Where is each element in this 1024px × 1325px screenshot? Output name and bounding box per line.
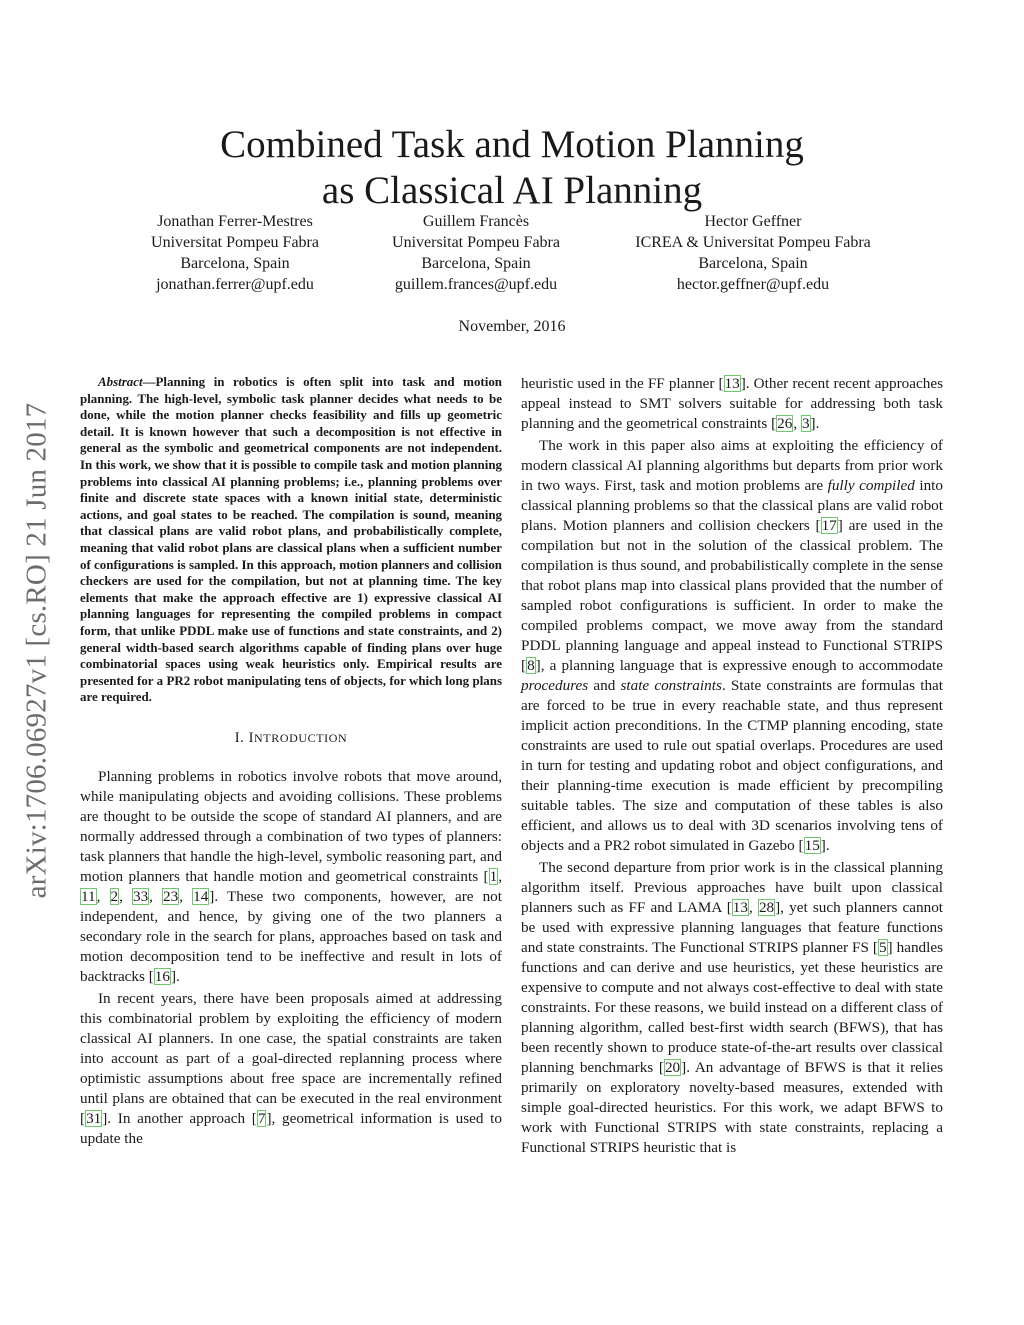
author-name: Jonathan Ferrer-Mestres: [157, 213, 313, 230]
author-block-3: [603, 211, 903, 295]
emphasis-text: procedures: [521, 677, 589, 694]
citation-link[interactable]: 13: [724, 375, 740, 392]
citation-link[interactable]: 14: [193, 887, 209, 905]
paragraph-text: Planning problems in robotics involve robots that move around, while manipulating objects and avoiding collisions. These problems are thought to be outside the scope of standard AI planners, and are normally addressed through a combination of two types of planners: task planners that handle the high-level, symbolic reasoning part, and motion planners that handle motion and geometrical constraints [: [80, 767, 502, 885]
paragraph-text: ].: [820, 837, 830, 854]
citation-link[interactable]: 7: [257, 1109, 266, 1127]
paragraph-text: The work in this paper also aims at exploiting the efficiency of modern classical AI planning algorithms but departs from prior work in two ways. First, task and motion problems are: [521, 437, 943, 494]
author-affiliation: Universitat Pompeu Fabra: [392, 234, 560, 251]
paragraph-text: . State constraints are formulas that are forced to be true in every reachable state, and thus represent implicit action preconditions. In the CTMP planning encoding, state constraints are used to rule out spatial overlaps. Procedures are used in turn for testing and updating robot and object configurations, and their planning-time execution is made efficient by precompiling suitable tables. The size and computation of these tables is also efficient, and allows us to deal with 3D scenarios involving tens of objects and a PR2 robot simulated in Gazebo [: [521, 677, 943, 854]
intro-paragraph-2: [80, 989, 502, 1149]
paragraph-text: ], yet such planners cannot be used with expressive planning languages that feature functions and state constraints. The Functional STRIPS planner FS [: [521, 899, 944, 956]
paper-date: November, 2016: [458, 318, 566, 335]
citation-link[interactable]: 2: [110, 887, 119, 905]
paper-title-line-1: Combined Task and Motion Planning: [220, 123, 804, 167]
citation-link[interactable]: 5: [878, 939, 887, 956]
citation-link[interactable]: 1: [489, 867, 498, 885]
paragraph-text: ], geometrical information is used to update the: [80, 1109, 502, 1147]
section-number: I.: [234, 729, 245, 746]
paragraph-text: ]. In another approach [: [102, 1109, 257, 1127]
author-email[interactable]: guillem.frances@upf.edu: [394, 276, 558, 293]
citation-link[interactable]: 26: [777, 415, 793, 432]
citation-link[interactable]: 3: [801, 415, 810, 432]
emphasis-text: state constraints: [620, 677, 722, 694]
right-column: [521, 374, 943, 1160]
author-location: Barcelona, Spain: [421, 255, 531, 272]
paragraph-text: ] handles functions and can derive and use heuristics, yet these heuristics are expensive to compute and not always cost-effective to deal with state constraints. For these reasons, we build instead on a different class of planning algorithm, called best-first width search (BFWS), that has been recently shown to produce state-of-the-art results over classical planning benchmarks [: [521, 939, 943, 1076]
citation-link[interactable]: 17: [821, 517, 837, 534]
section-title-initial: I: [248, 729, 255, 746]
paragraph-text: ] are used in the compilation but not in the solution of the classical problem. The compilation is thus sound, and probabilistically complete in the sense that robot plans map into classical plans provided that the number of sampled robot configurations is sufficient. In order to make the compiled problems compact, we move away from the standard PDDL planning language and appeal instead to Functional STRIPS [: [521, 517, 943, 674]
author-name: Guillem Francès: [422, 213, 530, 230]
intro-paragraph-1: Planning problems in robotics involve robots that move around, while manipulating objects and avoiding collisions. These problems are thought to be outside the scope of standard AI planners, and are normally addressed through a combination of two types of planners: task planners that handle the high-level, symbolic reasoning part, and motion planners that handle motion and geometrical constraints [1, 11, 2, 33, 23, 14]. These two components, however, are not independent, and hence, by giving one of the two planners a secondary role in the search for plans, approaches based on task and motion decomposition tend to be ineffective and result in lots of backtracks [16].: [80, 767, 502, 985]
right-paragraph-1: [521, 436, 943, 856]
abstract-text: —Planning in robotics is often split into task and motion planning. The high-level, symbolic task planner decides what needs to be done, while the motion planner checks feasibility and fills up geometric detail. It is known however that such a decomposition is not effective in general as the symbolic and geometrical components are not independent. In this work, we show that it is possible to compile task and motion planning problems into classical AI planning problems; i.e., planning problems over finite and discrete state spaces with a known initial state, deterministic actions, and goal states to be reached. The compilation is sound, meaning that classical plans are valid robot plans, and probabilistically complete, meaning that valid robot plans are classical plans when a sufficient number of configurations is sampled. In this approach, motion planners and collision checkers are used for the compilation, but not at planning time. The key elements that make the approach effective are 1) expressive classical AI planning languages for representing the compiled problems in compact form, that unlike PDDL make use of functions and state constraints, and 2) general width-based search algorithms capable of finding plans over huge combinatorial spaces using weak heuristics only. Empirical results are presented for a PR2 robot manipulating tens of objects, for which long plans are required.: [80, 374, 502, 705]
right-paragraph-2: The second departure from prior work is in the classical planning algorithm itself. Previous approaches have built upon classical planners such as FF and LAMA [13, 28], yet such planners cannot be used with expressive planning languages that feature functions and state constraints. The Functional STRIPS planner FS [5] handles functions and can derive and use heuristics, yet these heuristics are expensive to compute and not always cost-effective to deal with state constraints. For these reasons, we build instead on a different class of planning algorithm, called best-first width search (BFWS), that has been recently shown to produce state-of-the-art results over classical planning benchmarks [20]. An advantage of BFWS is that it relies primarily on exploratory novelty-based measures, extended with simple goal-directed heuristics. For this work, we adapt BFWS to work with Functional STRIPS with state constraints, replacing a Functional STRIPS heuristic that is: [521, 859, 944, 1156]
citation-link[interactable]: 13: [732, 899, 748, 916]
abstract: [80, 374, 502, 706]
left-column: [80, 374, 502, 1151]
author-name: Hector Geffner: [704, 213, 802, 230]
section-title-rest: NTRODUCTION: [254, 730, 348, 745]
author-block-2: [326, 211, 626, 295]
paragraph-text: and: [588, 677, 621, 694]
citation-link[interactable]: 16: [154, 967, 170, 985]
citation-link[interactable]: 31: [86, 1109, 102, 1127]
paragraph-text: In recent years, there have been proposals aimed at addressing this combinatorial problem by exploiting the efficiency of modern classical AI planners. In one case, the spatial constraints are taken into account as part of a goal-directed replanning process where optimistic assumptions about free space are incrementally refined until plans are obtained that can be executed in the real environment [: [80, 989, 502, 1127]
author-email[interactable]: hector.geffner@upf.edu: [676, 276, 830, 293]
abstract-label: Abstract: [98, 374, 143, 389]
citation-link[interactable]: 8: [527, 657, 535, 674]
arxiv-stamp: [16, 355, 58, 945]
citation-link[interactable]: 20: [664, 1059, 681, 1076]
section-heading-introduction: [80, 730, 502, 747]
paragraph-text: ]. These two components, however, are not independent, and hence, by giving one of the two planners a secondary role in the search for plans, approaches based on task and motion decomposition tend to be ineffective and result in lots of backtracks [: [80, 887, 502, 985]
arxiv-id[interactable]: arXiv:1706.06927v1 [cs.RO] 21 Jun 2017: [20, 402, 53, 898]
paragraph-text: ]. An advantage of BFWS is that it relies primarily on exploratory novelty-based measures, extended with simple goal-directed heuristics. For this work, we adapt BFWS to work with Functional STRIPS with state constraints, replacing a Functional STRIPS heuristic that is: [521, 1059, 943, 1156]
paper-title-line-2: as Classical AI Planning: [321, 169, 703, 213]
emphasis-text: fully compiled: [827, 477, 915, 494]
author-location: Barcelona, Spain: [698, 255, 808, 272]
author-email[interactable]: jonathan.ferrer@upf.edu: [156, 276, 314, 293]
paragraph-text: ]. Other recent recent approaches appeal instead to SMT solvers suitable for addressing both task planning and the geometrical constraints [: [521, 375, 943, 432]
paragraph-text: into classical planning problems so that the classical plans are valid robot plans. Motion planners and collision checkers [: [521, 477, 943, 534]
paper-title: [0, 122, 1024, 214]
paragraph-text: The second departure from prior work is in the classical planning algorithm itself. Previous approaches have built upon classical planners such as FF and LAMA [: [521, 859, 943, 916]
paragraph-text: ].: [810, 415, 820, 432]
right-paragraph-continued: heuristic used in the FF planner [13]. Other recent recent approaches appeal instead to SMT solvers suitable for addressing both task planning and the geometrical constraints [26, 3].: [521, 375, 943, 432]
paragraph-text: heuristic used in the FF planner [: [521, 375, 724, 392]
citation-link[interactable]: 33: [132, 887, 149, 905]
citation-link[interactable]: 23: [163, 887, 179, 905]
citation-link[interactable]: 11: [81, 887, 96, 905]
paragraph-text: ], a planning language that is expressive enough to accommodate: [535, 657, 943, 674]
citation-link[interactable]: 28: [758, 899, 775, 916]
author-location: Barcelona, Spain: [180, 255, 290, 272]
paragraph-text: ].: [170, 967, 180, 985]
author-affiliation: Universitat Pompeu Fabra: [151, 234, 319, 251]
citation-link[interactable]: 15: [804, 837, 820, 854]
author-affiliation: ICREA & Universitat Pompeu Fabra: [635, 234, 871, 251]
